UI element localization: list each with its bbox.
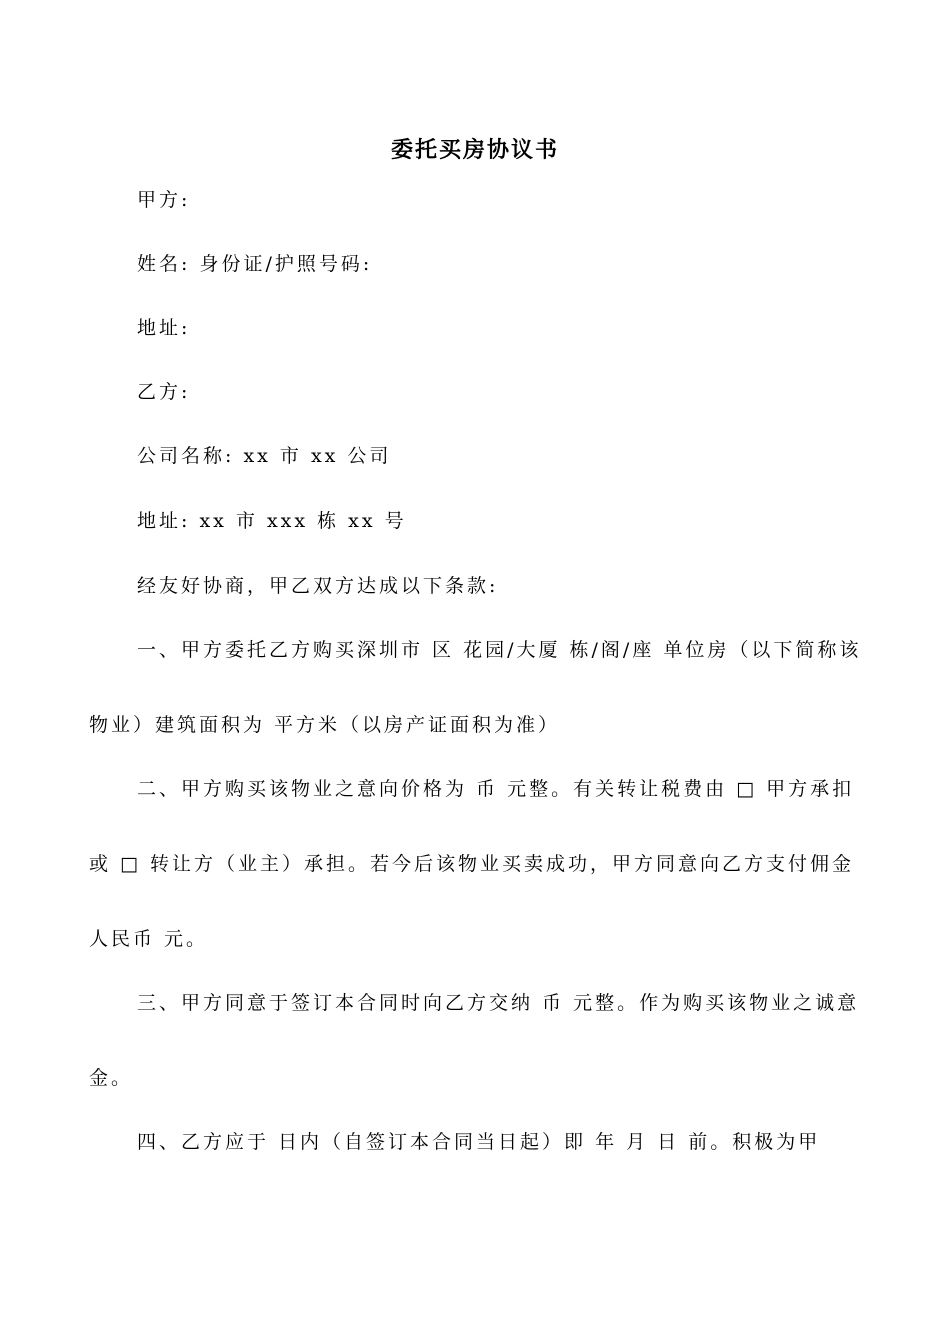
party-b-company: 公司名称: xx 市 xx 公司 — [137, 445, 392, 467]
clause-3-line-2: 金。 — [89, 1067, 134, 1089]
clause-2-line-1: 二、甲方购买该物业之意向价格为 币 元整。有关转让税费由 □ 甲方承扣 — [137, 778, 855, 800]
document-title: 委托买房协议书 — [390, 137, 559, 163]
agreement-intro: 经友好协商，甲乙双方达成以下条款: — [137, 575, 499, 597]
party-b-heading: 乙方: — [137, 381, 191, 403]
clause-4-line-1: 四、乙方应于 日内（自签订本合同当日起）即 年 月 日 前。积极为甲 — [137, 1131, 821, 1153]
clause-1-line-2: 物业）建筑面积为 平方米（以房产证面积为准） — [89, 714, 561, 736]
party-a-address: 地址: — [137, 317, 191, 339]
clause-1-line-1: 一、甲方委托乙方购买深圳市 区 花园/大厦 栋/阁/座 单位房（以下简称该 — [137, 639, 862, 661]
party-a-name-id: 姓名: 身份证/护照号码: — [137, 253, 373, 275]
party-a-heading: 甲方: — [137, 189, 191, 211]
clause-3-line-1: 三、甲方同意于签订本合同时向乙方交纳 币 元整。作为购买该物业之诚意 — [137, 992, 860, 1014]
clause-2-line-2: 或 □ 转让方（业主）承担。若今后该物业买卖成功，甲方同意向乙方支付佣金 — [89, 853, 855, 875]
party-b-address: 地址: xx 市 xxx 栋 xx 号 — [137, 510, 407, 532]
clause-2-line-3: 人民币 元。 — [89, 928, 209, 950]
